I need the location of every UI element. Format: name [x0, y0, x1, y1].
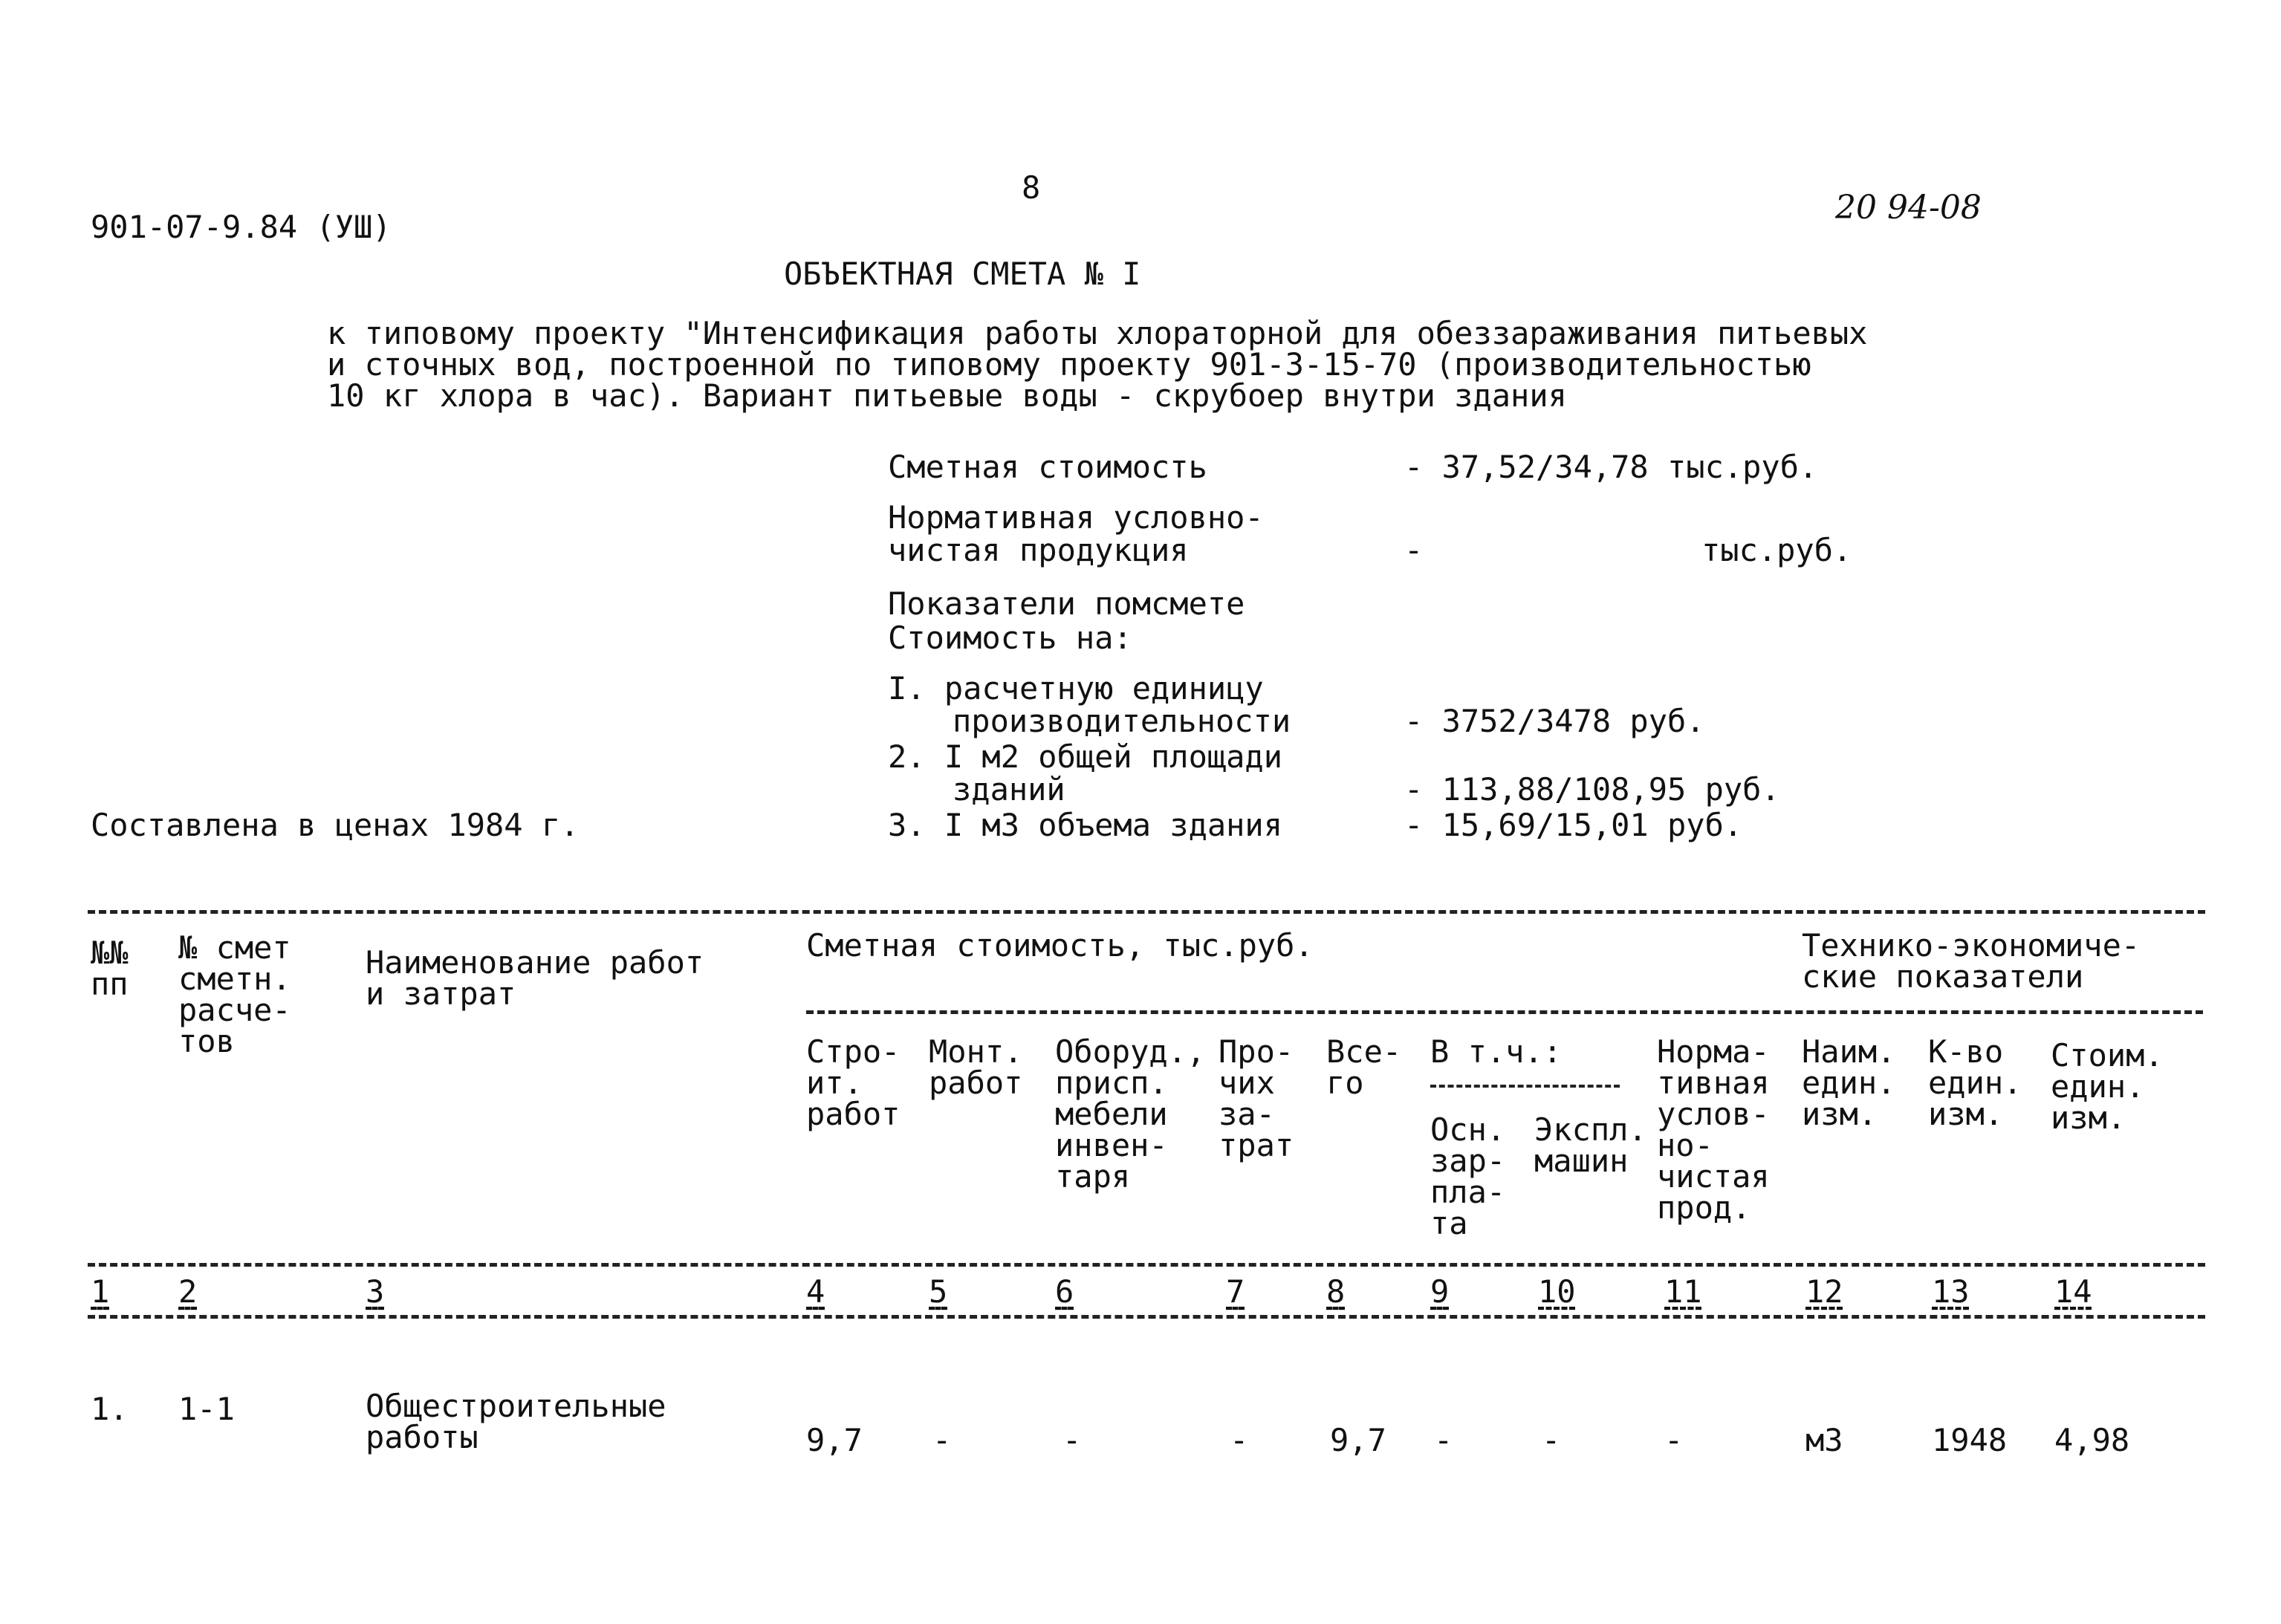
column-number-13: 13	[1932, 1273, 1970, 1310]
indicator-2-line-1: 2. I м2 общей площади	[888, 738, 1283, 775]
indicator-3-line-1: 3. I м3 объема здания	[888, 807, 1283, 843]
subtitle-line-3: 10 кг хлора в час). Вариант питьевые воды - скрубоер внутри здания	[327, 377, 1567, 414]
header-incl: В т.ч.:	[1430, 1033, 1563, 1070]
indicators-label-2: Стоимость на:	[888, 620, 1132, 656]
header-col-8: Все- го	[1326, 1033, 1402, 1101]
row-unit-cost: 4,98	[2054, 1422, 2130, 1458]
column-number-7: 7	[1226, 1273, 1245, 1310]
handwritten-number: 20 94-08	[1835, 189, 1982, 227]
column-number-1: 1	[91, 1273, 110, 1310]
compiled-note: Составлена в ценах 1984 г.	[91, 807, 580, 843]
table-top-rule	[88, 910, 2205, 914]
header-col-14: Стоим. един. изм.	[2051, 1037, 2164, 1136]
document-code: 901-07-9.84 (УШ)	[91, 209, 392, 245]
header-col-10: Экспл. машин	[1534, 1111, 1647, 1179]
column-number-6: 6	[1055, 1273, 1074, 1310]
indicators-label-1: Показатели помсмете	[888, 585, 1245, 622]
column-number-3: 3	[366, 1273, 385, 1310]
indicator-2-line-2: зданий	[953, 771, 1065, 808]
column-number-12: 12	[1805, 1273, 1843, 1310]
indicator-3-value: - 15,69/15,01 руб.	[1404, 807, 1743, 843]
normative-unit: тыс.руб.	[1701, 532, 1852, 568]
header-col-1: №№ пп	[91, 935, 129, 1002]
normative-dash: -	[1404, 532, 1424, 568]
header-incl-rule	[1430, 1085, 1620, 1088]
indicator-2-value: - 113,88/108,95 руб.	[1404, 771, 1780, 808]
column-number-8: 8	[1326, 1273, 1346, 1310]
header-col-2: № смет сметн. расче- тов	[178, 929, 291, 1059]
indicator-1-value: - 3752/3478 руб.	[1404, 703, 1705, 739]
row-name: Общестроительные работы	[366, 1388, 666, 1455]
header-col-11: Норма- тивная услов- но- чистая прод.	[1657, 1033, 1770, 1226]
column-number-4: 4	[806, 1273, 825, 1310]
table-header-bottom-rule	[88, 1263, 2205, 1267]
row-number: 1.	[91, 1391, 129, 1427]
header-group-tech: Технико-экономиче- ские показатели	[1802, 927, 2141, 995]
subtitle-line-2: и сточных вод, построенной по типовому проекту 901-3-15-70 (производительностью	[327, 346, 1811, 383]
row-equip: -	[1062, 1422, 1082, 1458]
estimate-cost-label: Сметная стоимость	[888, 449, 1207, 485]
column-number-2: 2	[178, 1273, 198, 1310]
header-col-13: К-во един. изм.	[1928, 1033, 2022, 1132]
subtitle-line-1: к типовому проекту "Интенсификация работы хлораторной для обеззараживания питьевых	[327, 315, 1868, 351]
header-col-4: Стро- ит. работ	[806, 1033, 901, 1132]
row-qty: 1948	[1932, 1422, 2008, 1458]
estimate-cost-value: - 37,52/34,78 тыс.руб.	[1404, 449, 1818, 485]
header-col-3: Наименование работ и затрат	[366, 944, 704, 1012]
header-col-12: Наим. един. изм.	[1802, 1033, 1896, 1132]
header-col-5: Монт. работ	[929, 1033, 1023, 1101]
normative-label-2: чистая продукция	[888, 532, 1189, 568]
row-other: -	[1230, 1422, 1249, 1458]
row-normative: -	[1664, 1422, 1684, 1458]
normative-label-1: Нормативная условно-	[888, 499, 1264, 536]
document-title: ОБЪЕКТНАЯ СМЕТА № I	[784, 256, 1141, 292]
row-build: 9,7	[806, 1422, 863, 1458]
header-col-9: Осн. зар- пла- та	[1430, 1111, 1506, 1241]
column-number-10: 10	[1538, 1273, 1576, 1310]
row-machines: -	[1542, 1422, 1561, 1458]
row-mont: -	[932, 1422, 952, 1458]
row-wage: -	[1434, 1422, 1453, 1458]
indicator-1-line-2: производительности	[953, 703, 1291, 739]
table-group-rule	[806, 1010, 2203, 1014]
page-number: 8	[1022, 169, 1041, 206]
row-unit: м3	[1805, 1422, 1843, 1458]
table-numbers-bottom-rule	[88, 1315, 2205, 1319]
column-number-14: 14	[2054, 1273, 2092, 1310]
column-number-11: 11	[1664, 1273, 1702, 1310]
column-number-9: 9	[1430, 1273, 1450, 1310]
header-col-7: Про- чих за- трат	[1219, 1033, 1294, 1163]
indicator-1-line-1: I. расчетную единицу	[888, 670, 1264, 707]
row-estimate: 1-1	[178, 1391, 235, 1427]
row-total: 9,7	[1330, 1422, 1386, 1458]
header-group-cost: Сметная стоимость, тыс.руб.	[806, 927, 1314, 964]
header-col-6: Оборуд., присп. мебели инвен- таря	[1055, 1033, 1206, 1195]
column-number-5: 5	[929, 1273, 948, 1310]
